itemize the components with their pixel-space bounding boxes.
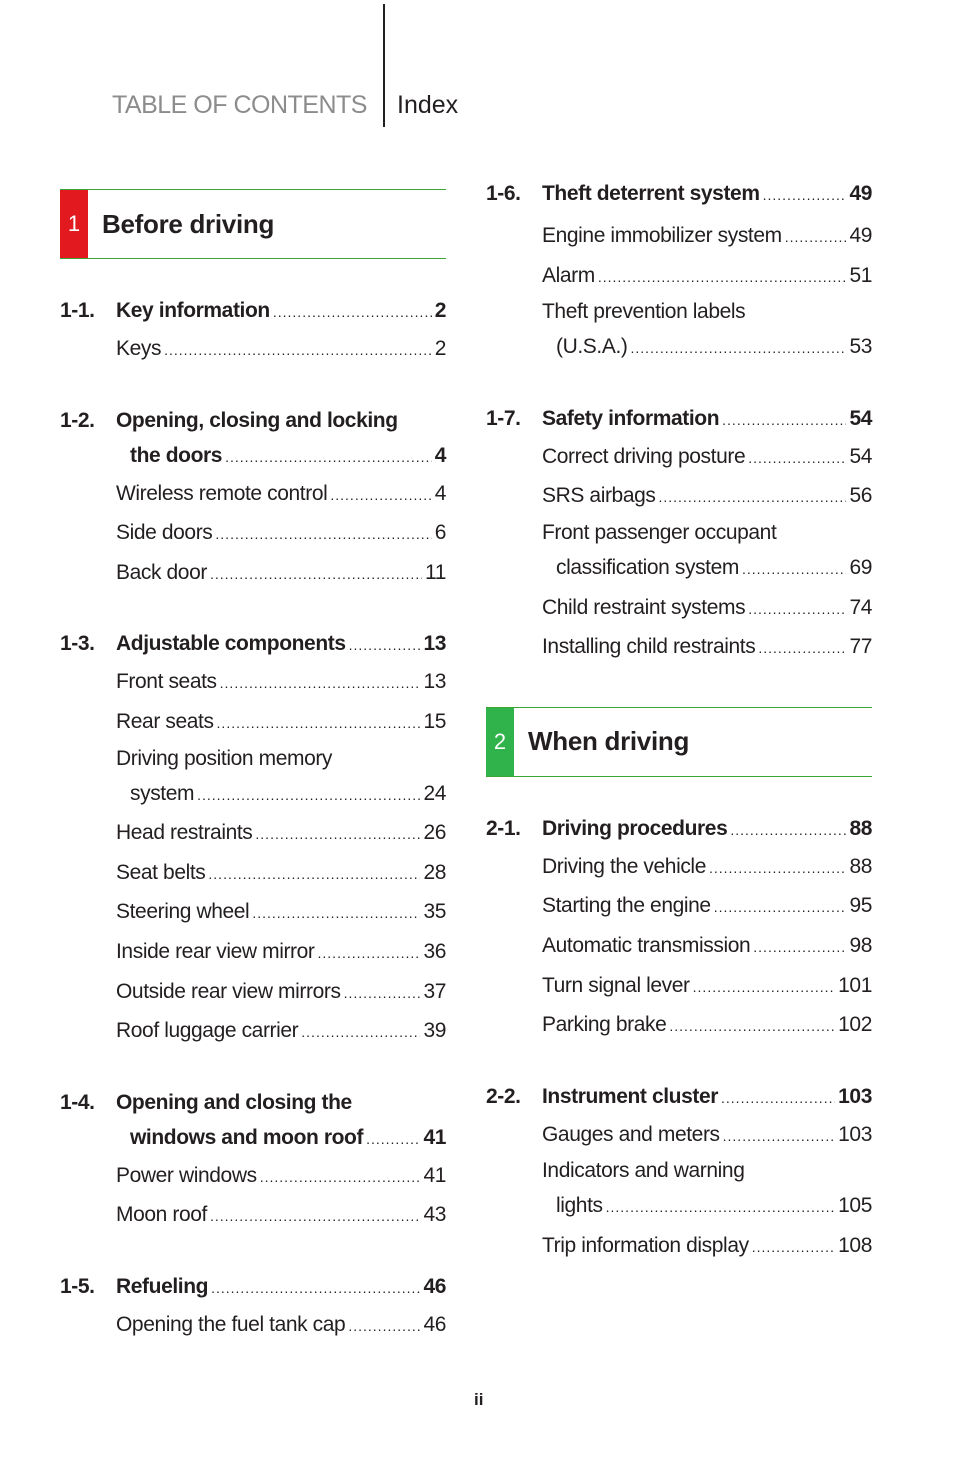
toc-subsection[interactable]	[486, 401, 872, 438]
page-number: 74	[849, 595, 872, 619]
toc-entry[interactable]	[60, 814, 446, 854]
toc-entry[interactable]	[486, 517, 872, 589]
page-number: 105	[838, 1194, 872, 1218]
header-divider	[383, 4, 385, 127]
toc-entry[interactable]	[60, 1157, 446, 1197]
table-of-contents-tab[interactable]: TABLE OF CONTENTS	[112, 91, 367, 119]
entry-title: Driving the vehicle	[542, 854, 706, 878]
toc-entry[interactable]	[486, 1116, 872, 1156]
leader-dots	[722, 403, 846, 438]
entry-title: Indicators and warning	[542, 1159, 745, 1183]
leader-dots	[301, 1014, 420, 1052]
toc-entry[interactable]	[60, 933, 446, 973]
right-column	[486, 176, 872, 1267]
section-title: When driving	[528, 726, 690, 757]
page-number: 56	[849, 484, 872, 508]
leader-dots	[349, 628, 421, 663]
entry-title: Front seats	[116, 670, 217, 694]
subsection-number: 1-2.	[60, 408, 95, 432]
page-number: 51	[849, 263, 872, 287]
entry-title: Automatic transmission	[542, 933, 751, 957]
page-number: 11	[425, 560, 446, 584]
leader-dots	[344, 975, 421, 1013]
toc-subsection[interactable]	[486, 176, 872, 213]
subsection-number: 1-6.	[486, 182, 521, 205]
section-number-badge: 1	[60, 190, 88, 258]
section-number-badge: 2	[486, 708, 514, 776]
toc-entry[interactable]	[486, 927, 872, 967]
leader-dots	[721, 1081, 835, 1116]
entry-title-continued: (U.S.A.)	[556, 335, 628, 359]
page-number: 13	[423, 670, 446, 694]
page-number: 35	[423, 900, 446, 924]
toc-entry[interactable]	[486, 628, 872, 668]
toc-entry[interactable]	[486, 967, 872, 1007]
leader-dots	[763, 178, 847, 213]
entry-title-continued: system	[130, 781, 195, 805]
subsection-title: Driving procedures	[542, 816, 728, 840]
page-number: 108	[838, 1233, 872, 1257]
page-number: 41	[423, 1125, 446, 1149]
leader-dots	[330, 477, 431, 515]
toc-entry[interactable]	[60, 554, 446, 594]
toc-entry[interactable]	[486, 296, 872, 368]
toc-entry[interactable]	[486, 589, 872, 629]
entry-title-continued: classification system	[556, 555, 739, 579]
leader-dots	[225, 440, 432, 475]
entry-title: Opening the fuel tank cap	[116, 1312, 346, 1336]
leader-dots	[197, 777, 420, 815]
page-number: 24	[423, 781, 446, 805]
subsection-number: 1-5.	[60, 1274, 95, 1298]
leader-dots	[659, 479, 847, 517]
page-number: 95	[849, 894, 872, 918]
subsection-number: 2-2.	[486, 1084, 521, 1108]
leader-dots	[348, 1308, 420, 1346]
page-number: 4	[434, 481, 446, 505]
page-number: 98	[849, 933, 872, 957]
toc-entry[interactable]	[486, 438, 872, 478]
toc-entry[interactable]	[60, 893, 446, 933]
leader-dots	[669, 1008, 835, 1046]
entry-title: Roof luggage carrier	[116, 1019, 299, 1043]
leader-dots	[164, 332, 432, 370]
entry-title: Moon roof	[116, 1203, 207, 1227]
entry-title: Back door	[116, 560, 207, 584]
entry-title: Rear seats	[116, 709, 214, 733]
leader-dots	[598, 259, 847, 297]
toc-entry[interactable]	[486, 477, 872, 517]
subsection-title: Key information	[116, 299, 270, 322]
leader-dots	[693, 969, 836, 1007]
page-number: 28	[423, 860, 446, 884]
toc-entry[interactable]	[486, 1155, 872, 1227]
subsection-title: Instrument cluster	[542, 1084, 719, 1108]
leader-dots	[220, 665, 421, 703]
leader-dots	[752, 1229, 835, 1267]
toc-entry[interactable]	[60, 703, 446, 743]
leader-dots	[217, 705, 421, 743]
leader-dots	[366, 1122, 420, 1157]
leader-dots	[785, 219, 847, 257]
leader-dots	[753, 929, 846, 967]
entry-title: Inside rear view mirror	[116, 939, 315, 963]
leader-dots	[210, 1198, 420, 1236]
page-number: 2	[434, 299, 446, 322]
subsection-title: Refueling	[116, 1274, 209, 1298]
page-number: 39	[423, 1019, 446, 1043]
toc-subsection[interactable]	[486, 811, 872, 848]
page-number: 54	[849, 444, 872, 468]
entry-title: Wireless remote control	[116, 481, 328, 505]
page-number: 6	[434, 521, 446, 545]
page-number: 101	[838, 973, 872, 997]
leader-dots	[709, 850, 846, 888]
toc-entry[interactable]	[60, 663, 446, 703]
page-number: 103	[838, 1084, 872, 1108]
toc-entry[interactable]	[60, 743, 446, 815]
subsection-title-continued: the doors	[130, 443, 223, 467]
toc-subsection[interactable]	[60, 1269, 446, 1306]
page-number: 26	[423, 821, 446, 845]
page-number: 15	[423, 709, 446, 733]
subsection-number: 1-3.	[60, 632, 95, 656]
page-number: 43	[423, 1203, 446, 1227]
entry-title: Alarm	[542, 263, 595, 287]
leader-dots	[255, 816, 420, 854]
toc-entry[interactable]	[486, 887, 872, 927]
entry-title: Installing child restraints	[542, 635, 756, 659]
entry-title: Seat belts	[116, 860, 206, 884]
page-number: 88	[849, 816, 872, 840]
toc-entry[interactable]	[60, 330, 446, 370]
toc-entry[interactable]	[60, 475, 446, 515]
toc-entry[interactable]	[486, 257, 872, 297]
leader-dots	[758, 630, 846, 668]
leader-dots	[730, 813, 846, 848]
toc-subsection[interactable]	[60, 403, 446, 475]
toc-entry[interactable]	[60, 1306, 446, 1346]
leader-dots	[260, 1159, 421, 1197]
entry-title: Engine immobilizer system	[542, 224, 782, 247]
leader-dots	[714, 889, 847, 927]
leader-dots	[630, 330, 846, 368]
toc-subsection[interactable]	[60, 626, 446, 663]
toc-entry[interactable]	[486, 1227, 872, 1267]
subsection-number: 1-7.	[486, 406, 521, 430]
leader-dots	[606, 1189, 836, 1227]
page-number: 69	[849, 555, 872, 579]
leader-dots	[742, 551, 846, 589]
subsection-number: 1-1.	[60, 299, 95, 322]
subsection-number: 1-4.	[60, 1090, 95, 1114]
page-number: 46	[423, 1274, 446, 1298]
toc-subsection[interactable]	[60, 293, 446, 330]
toc-entry[interactable]	[486, 217, 872, 257]
entry-title: Trip information display	[542, 1233, 749, 1257]
page-number: 54	[849, 406, 872, 430]
page-number: 36	[423, 939, 446, 963]
entry-title: SRS airbags	[542, 484, 656, 508]
leader-dots	[208, 856, 420, 894]
page-number: 77	[849, 635, 872, 659]
subsection-title: Safety information	[542, 406, 720, 430]
page-number: 103	[838, 1122, 872, 1146]
toc-entry[interactable]	[60, 514, 446, 554]
leader-dots	[215, 516, 431, 554]
left-column	[60, 189, 446, 1346]
page-number: 49	[849, 182, 872, 205]
subsection-title-continued: windows and moon roof	[130, 1125, 364, 1149]
leader-dots	[210, 556, 422, 594]
entry-title: Outside rear view mirrors	[116, 979, 341, 1003]
entry-title: Correct driving posture	[542, 444, 746, 468]
toc-entry[interactable]	[60, 1196, 446, 1236]
leader-dots	[252, 895, 420, 933]
page-number: 49	[849, 224, 872, 247]
index-tab[interactable]: Index	[397, 91, 459, 119]
entry-title: Turn signal lever	[542, 973, 690, 997]
entry-title: Driving position memory	[116, 746, 333, 770]
toc-entry[interactable]	[486, 848, 872, 888]
page-number: 37	[423, 979, 446, 1003]
page-number: 53	[849, 335, 872, 359]
entry-title: Front passenger occupant	[542, 520, 777, 544]
toc-subsection[interactable]	[486, 1079, 872, 1116]
subsection-title: Opening and closing the	[116, 1090, 352, 1114]
leader-dots	[748, 440, 846, 478]
toc-subsection[interactable]	[60, 1085, 446, 1157]
leader-dots	[723, 1118, 836, 1156]
page-number-footer: ii	[474, 1390, 484, 1409]
entry-title: Child restraint systems	[542, 595, 746, 619]
section-header-2[interactable]	[486, 707, 872, 777]
entry-title-continued: lights	[556, 1194, 603, 1218]
entry-title: Head restraints	[116, 821, 253, 845]
page-number: 46	[423, 1312, 446, 1336]
page-number: 2	[434, 337, 446, 360]
entry-title: Theft prevention labels	[542, 300, 746, 324]
leader-dots	[318, 935, 421, 973]
subsection-title: Adjustable components	[116, 632, 346, 656]
page-number: 41	[423, 1163, 446, 1187]
subsection-title: Theft deterrent system	[542, 182, 760, 205]
entry-title: Side doors	[116, 521, 213, 545]
section-title: Before driving	[102, 208, 275, 239]
page-number: 4	[434, 443, 446, 467]
toc-entry[interactable]	[60, 1012, 446, 1052]
toc-entry[interactable]	[60, 854, 446, 894]
toc-entry[interactable]	[486, 1006, 872, 1046]
page-number: 88	[849, 854, 872, 878]
entry-title: Power windows	[116, 1163, 257, 1187]
subsection-title: Opening, closing and locking	[116, 408, 398, 432]
leader-dots	[273, 295, 432, 330]
page-number: 13	[423, 632, 446, 656]
leader-dots	[748, 591, 846, 629]
page-number: 102	[838, 1013, 872, 1037]
section-header-1[interactable]	[60, 189, 446, 259]
subsection-number: 2-1.	[486, 816, 521, 840]
entry-title: Steering wheel	[116, 900, 250, 924]
toc-entry[interactable]	[60, 973, 446, 1013]
leader-dots	[211, 1271, 420, 1306]
entry-title: Gauges and meters	[542, 1122, 720, 1146]
entry-title: Parking brake	[542, 1013, 667, 1037]
entry-title: Keys	[116, 337, 162, 360]
entry-title: Starting the engine	[542, 894, 711, 918]
